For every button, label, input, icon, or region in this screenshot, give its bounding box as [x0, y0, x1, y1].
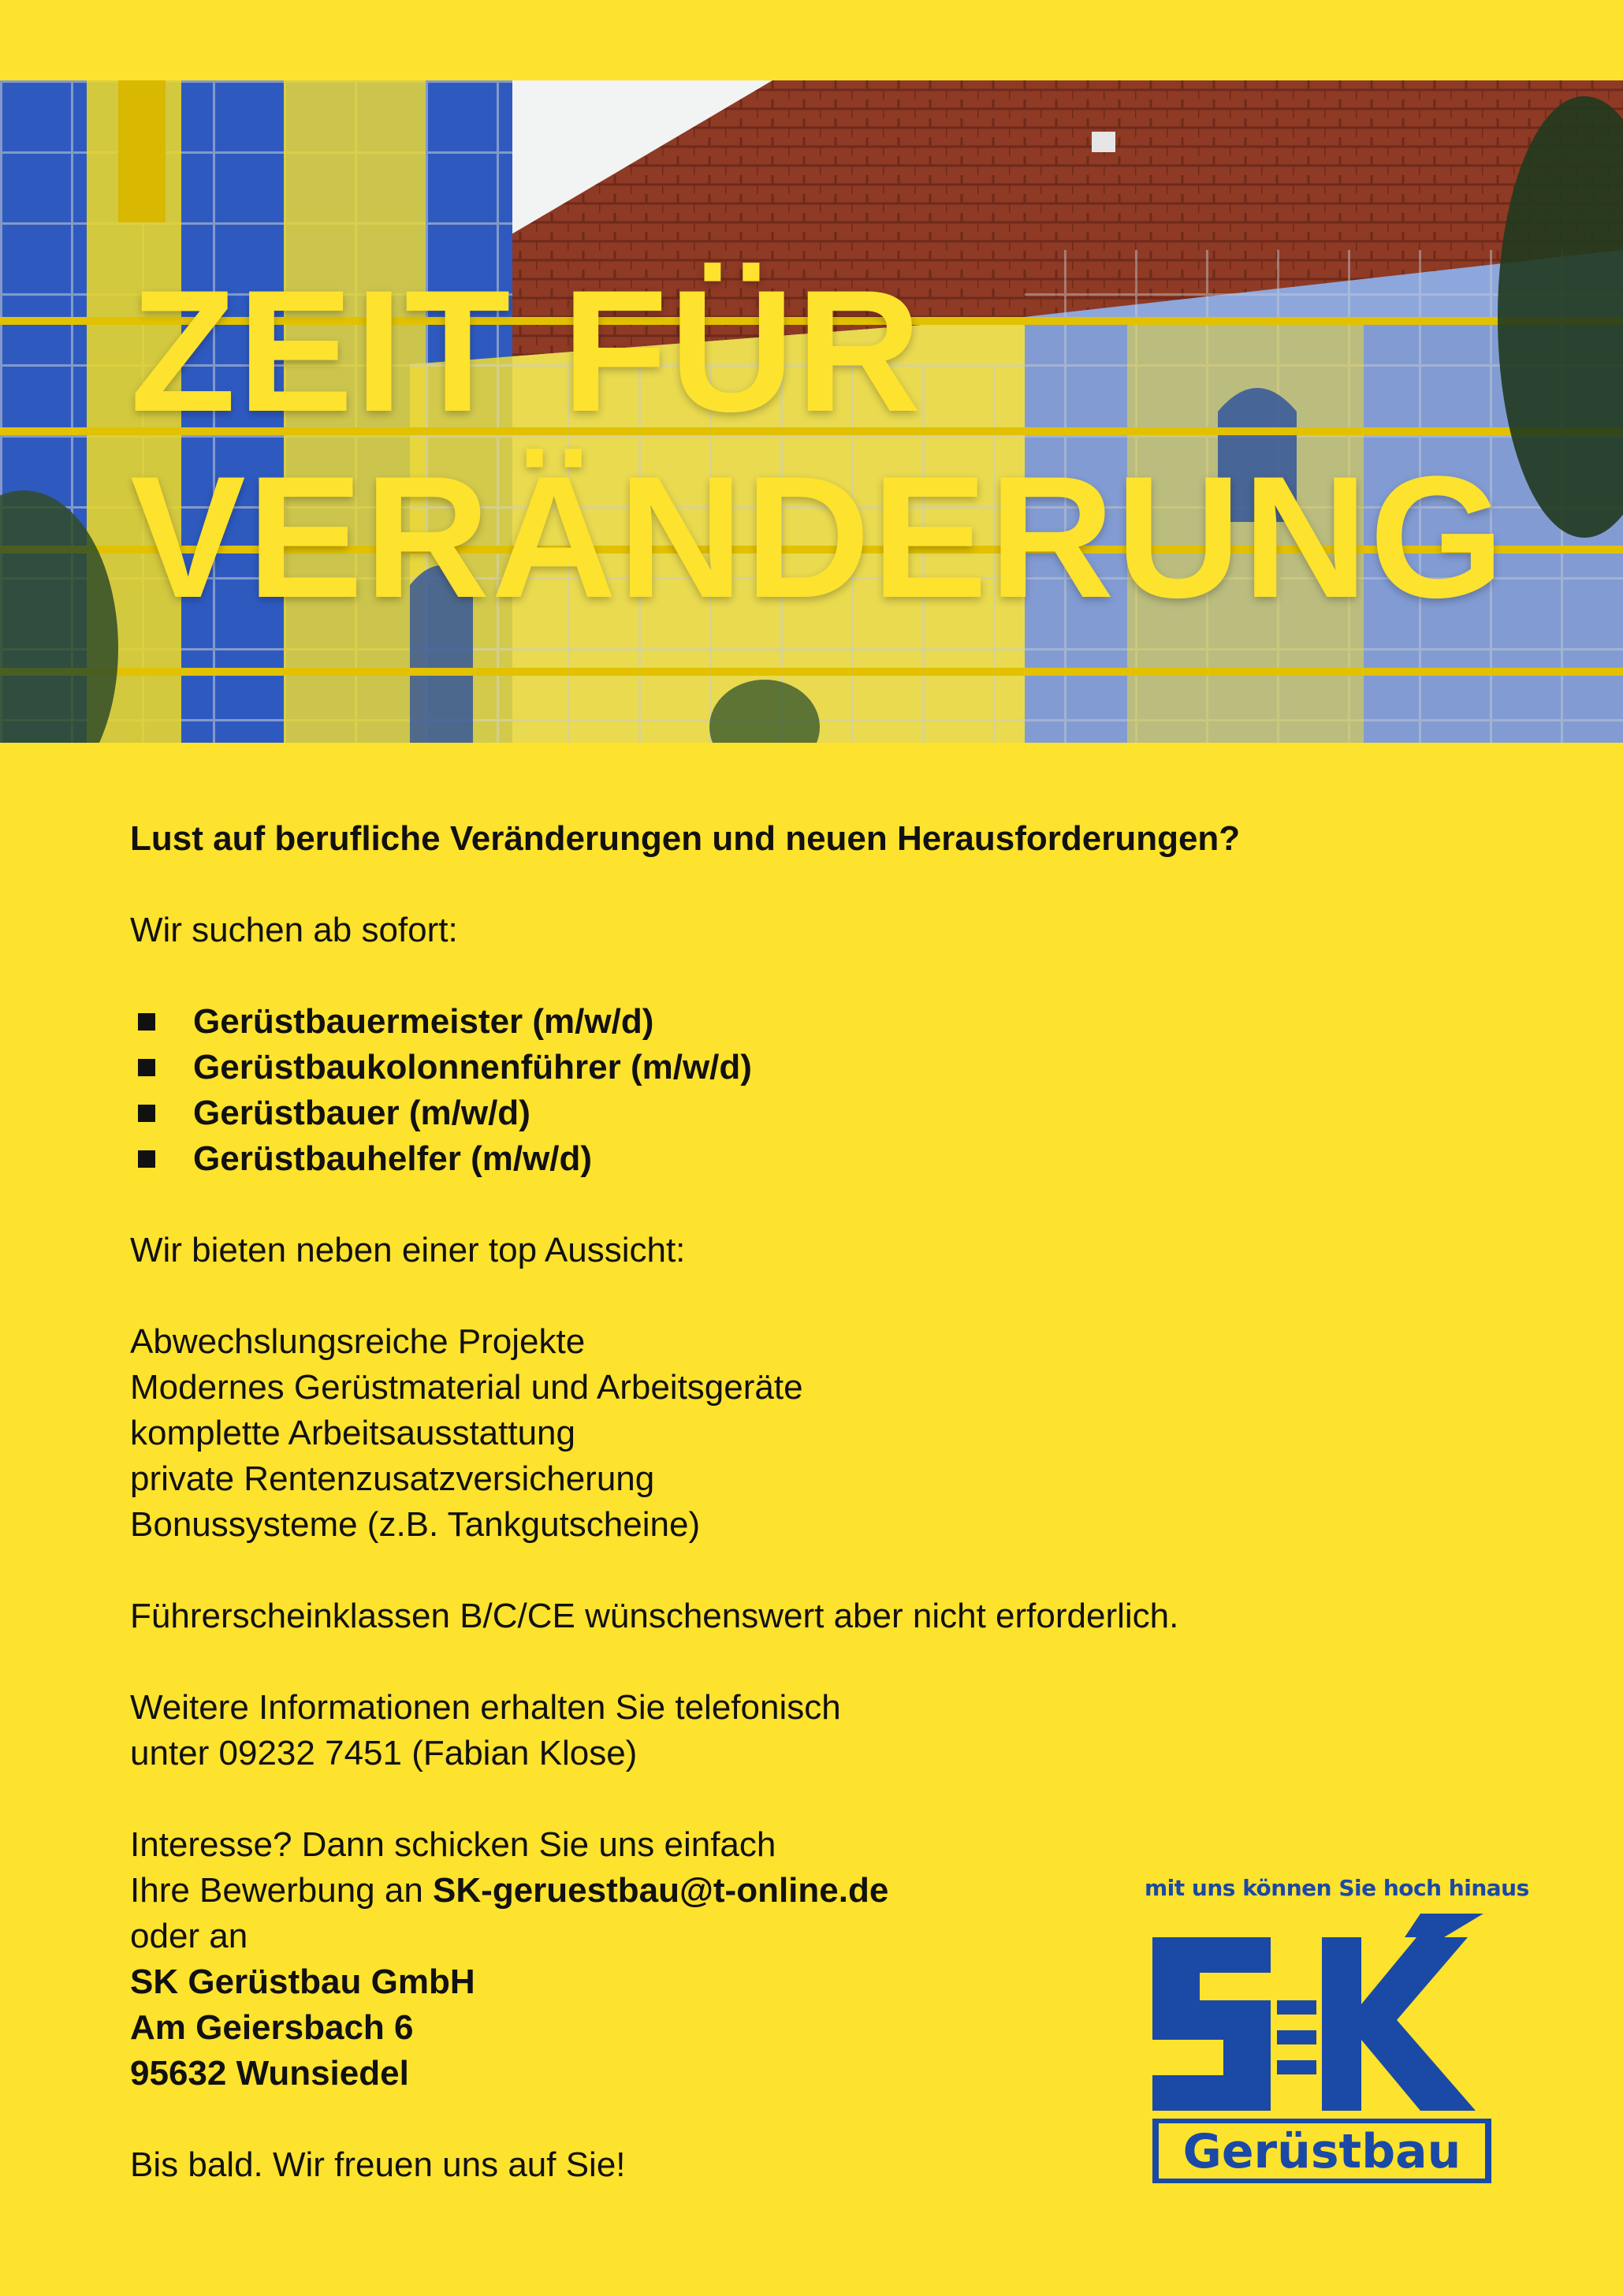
- company-name: SK Gerüstbau GmbH: [130, 1962, 475, 2001]
- job-title: Gerüstbaukolonnenführer (m/w/d): [193, 1048, 752, 1086]
- info-line1: Weitere Informationen erhalten Sie telefonisch: [130, 1688, 841, 1727]
- square-bullet-icon: [138, 1059, 155, 1076]
- sk-logo-icon: [1145, 1906, 1499, 2190]
- job-title: Gerüstbauer (m/w/d): [193, 1094, 530, 1132]
- hero-title-line1: ZEIT FÜR: [130, 254, 923, 448]
- job-title: Gerüstbauhelfer (m/w/d): [193, 1139, 593, 1178]
- company-street: Am Geiersbach 6: [130, 2008, 414, 2047]
- email-link[interactable]: SK-geruestbau@t-online.de: [433, 1871, 889, 1910]
- list-item: [130, 1136, 1533, 1182]
- square-bullet-icon: [138, 1013, 155, 1031]
- offer-item: Bonussysteme (z.B. Tankgutscheine): [130, 1505, 701, 1544]
- logo-subtitle: Gerüstbau: [1182, 2124, 1461, 2179]
- intro-headline: Lust auf berufliche Veränderungen und neuen Herausforderungen?: [130, 819, 1241, 858]
- square-bullet-icon: [138, 1105, 155, 1122]
- hero-photo: [0, 80, 1623, 743]
- company-logo: [1145, 1875, 1529, 2194]
- apply-line1: Interesse? Dann schicken Sie uns einfach: [130, 1825, 776, 1864]
- list-item: [130, 1090, 1533, 1136]
- square-bullet-icon: [138, 1150, 155, 1168]
- apply-line3: oder an: [130, 1917, 248, 1955]
- job-title: Gerüstbauermeister (m/w/d): [193, 1002, 654, 1041]
- list-item: [130, 1045, 1533, 1090]
- offer-item: Modernes Gerüstmaterial und Arbeitsgeräte: [130, 1368, 803, 1407]
- list-item: [130, 999, 1533, 1045]
- offer-intro: Wir bieten neben einer top Aussicht:: [130, 1231, 686, 1269]
- apply-prefix: Ihre Bewerbung an: [130, 1871, 434, 1910]
- info-line2: unter 09232 7451 (Fabian Klose): [130, 1734, 638, 1772]
- seeking-label: Wir suchen ab sofort:: [130, 911, 458, 949]
- license-note: Führerscheinklassen B/C/CE wünschenswert aber nicht erforderlich.: [130, 1597, 1179, 1635]
- offer-item: private Rentenzusatzversicherung: [130, 1459, 655, 1498]
- logo-slogan: mit uns können Sie hoch hinaus: [1145, 1875, 1529, 1901]
- company-city: 95632 Wunsiedel: [130, 2054, 409, 2093]
- offer-item: komplette Arbeitsausstattung: [130, 1414, 575, 1452]
- offer-item: Abwechslungsreiche Projekte: [130, 1322, 586, 1361]
- job-list: [130, 999, 1533, 1182]
- hero-title: [130, 254, 1506, 634]
- closing-line: Bis bald. Wir freuen uns auf Sie!: [130, 2145, 626, 2184]
- hero-title-line2: VERÄNDERUNG: [130, 440, 1506, 634]
